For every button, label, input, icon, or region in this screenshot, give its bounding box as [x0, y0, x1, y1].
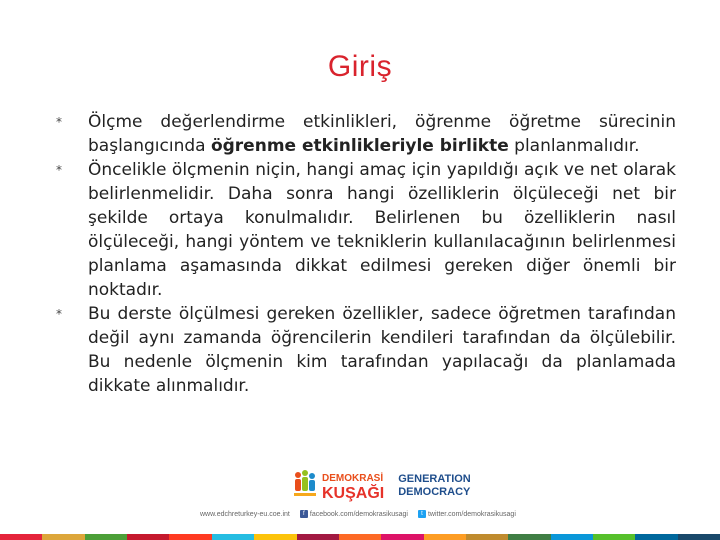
bullet-text: planlanmalıdır.	[508, 136, 640, 156]
stripe-segment	[466, 534, 508, 540]
facebook-link[interactable]: f facebook.com/demokrasikusagi	[300, 510, 408, 518]
stripe-segment	[424, 534, 466, 540]
twitter-link[interactable]: t twitter.com/demokrasikusagi	[418, 510, 516, 518]
stripe-segment	[678, 534, 720, 540]
logo-text-english: GENERATION DEMOCRACY	[398, 473, 471, 498]
people-figures-icon	[292, 469, 318, 503]
bullet-text: Ölçme değerlendirme etkinlikleri, öğrenme öğretme sürecinin başlangıcında	[88, 112, 676, 156]
stripe-segment	[0, 534, 42, 540]
website-link[interactable]: www.edchreturkey-eu.coe.int	[200, 510, 290, 518]
bullet-item-2	[48, 158, 676, 302]
stripe-segment	[297, 534, 339, 540]
stripe-segment	[381, 534, 423, 540]
bullet-marker: *	[56, 163, 62, 177]
logo-text-turkish: DEMOKRASİ KUŞAĞI	[322, 473, 385, 502]
stripe-segment	[212, 534, 254, 540]
stripe-segment	[42, 534, 84, 540]
bullet-text: Öncelikle ölçmenin niçin, hangi amaç için yapıldığı açık ve net olarak belirlenmelidir. Daha sonra hangi özelliklerin ölçüleceği net bir şekilde ortaya konulmalıdır. Belirlenen bu özelliklerin nasıl ölçüleceği, hangi yöntem ve tekniklerin kullanılacağının belirlenmesi planlama aşamasında dikkat edilmesi gereken diğer önemli bir noktadır.	[88, 160, 676, 300]
footer-links	[200, 508, 516, 520]
stripe-segment	[593, 534, 635, 540]
twitter-icon: t	[418, 510, 426, 518]
bullet-marker: *	[56, 115, 62, 129]
color-stripe	[0, 534, 720, 540]
stripe-segment	[508, 534, 550, 540]
facebook-icon: f	[300, 510, 308, 518]
bullet-item-3	[48, 302, 676, 398]
bullet-item-1	[48, 110, 676, 158]
bullet-list	[48, 110, 676, 398]
stripe-segment	[551, 534, 593, 540]
generation-democracy-logo	[292, 466, 471, 506]
stripe-segment	[127, 534, 169, 540]
slide-title: Giriş	[327, 50, 393, 83]
stripe-segment	[85, 534, 127, 540]
stripe-segment	[635, 534, 677, 540]
bullet-text-bold: öğrenme etkinlikleriyle birlikte	[210, 136, 509, 156]
bullet-text: Bu derste ölçülmesi gereken özellikler, sadece öğretmen tarafından değil aynı zamanda öğrencilerin kendileri tarafından da ölçülebilir. Bu nedenle ölçmenin kim tarafından yapılacağı da planlamada dikkate alınmalıdır.	[88, 304, 676, 396]
stripe-segment	[169, 534, 211, 540]
stripe-segment	[254, 534, 296, 540]
bullet-marker: *	[56, 307, 62, 321]
stripe-segment	[339, 534, 381, 540]
